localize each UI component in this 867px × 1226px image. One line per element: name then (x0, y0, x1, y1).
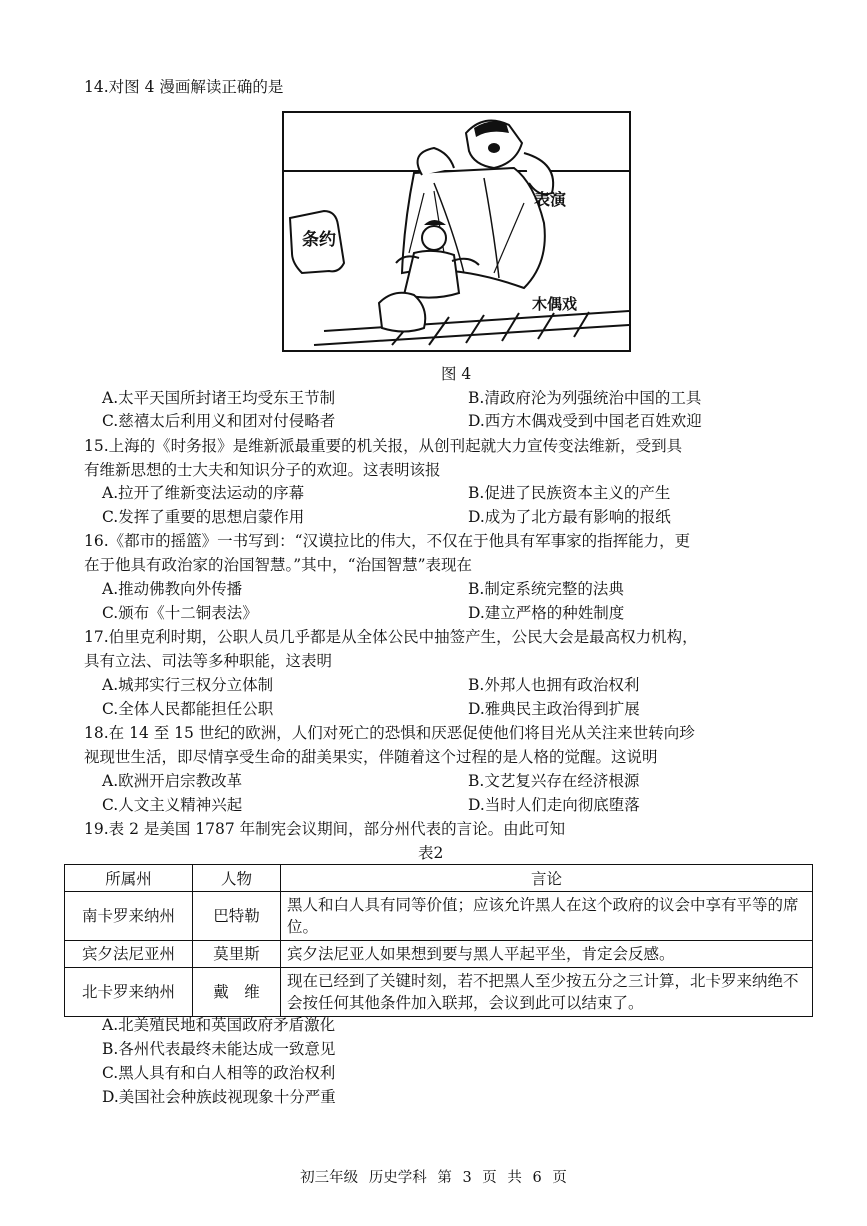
table-cell-person: 莫里斯 (193, 941, 281, 968)
table-cell-person: 巴特勒 (193, 892, 281, 941)
table-cell-state: 宾夕法尼亚州 (65, 941, 193, 968)
q17-option-a: A.城邦实行三权分立体制 (102, 676, 274, 694)
table-2-caption: 表2 (418, 844, 444, 862)
q16-option-b: B.制定系统完整的法典 (468, 580, 624, 598)
q16-stem-line-2: 在于他具有政治家的治国智慧。”其中，“治国智慧”表现在 (84, 556, 473, 574)
table-header-person: 人物 (193, 865, 281, 892)
q16-option-d: D.建立严格的种姓制度 (468, 604, 625, 622)
q16-option-a: A.推动佛教向外传播 (102, 580, 243, 598)
page-footer: 初三年级 历史学科 第 3 页 共 6 页 (300, 1170, 567, 1186)
q14-option-a: A.太平天国所封诸王均受东王节制 (102, 389, 336, 407)
q18-option-c: C.人文主义精神兴起 (102, 796, 243, 814)
q19-option-c: C.黑人具有和白人相等的政治权利 (102, 1064, 336, 1082)
q17-option-c: C.全体人民都能担任公职 (102, 700, 274, 718)
q18-option-a: A.欧洲开启宗教改革 (102, 772, 243, 790)
q17-option-b: B.外邦人也拥有政治权利 (468, 676, 640, 694)
q14-option-c: C.慈禧太后利用义和团对付侵略者 (102, 412, 336, 430)
q16-option-c: C.颁布《十二铜表法》 (102, 604, 258, 622)
table-header-row (65, 865, 813, 892)
table-header-state: 所属州 (65, 865, 193, 892)
q16-stem-line-1: 16.《都市的摇篮》一书写到：“汉谟拉比的伟大，不仅在于他具有军事家的指挥能力，更 (84, 532, 691, 550)
table-cell-speech: 黑人和白人具有同等价值；应该允许黑人在这个政府的议会中享有平等的席位。 (281, 892, 813, 941)
q17-stem-line-1: 17.伯里克利时期，公职人员几乎都是从全体公民中抽签产生，公民大会是最高权力机构， (84, 628, 698, 646)
table-cell-person: 戴 维 (193, 968, 281, 1017)
q19-option-d: D.美国社会种族歧视现象十分严重 (102, 1088, 336, 1106)
q18-option-b: B.文艺复兴存在经济根源 (468, 772, 640, 790)
figure-4-caption: 图 4 (441, 365, 472, 383)
table-cell-state: 南卡罗来纳州 (65, 892, 193, 941)
table-cell-state: 北卡罗来纳州 (65, 968, 193, 1017)
q15-stem-line-2: 有维新思想的士大夫和知识分子的欢迎。这表明该报 (84, 461, 441, 479)
q14-option-b: B.清政府沦为列强统治中国的工具 (468, 389, 702, 407)
q19-option-a: A.北美殖民地和英国政府矛盾激化 (102, 1016, 336, 1034)
table-row (65, 892, 813, 941)
q19-option-b: B.各州代表最终未能达成一致意见 (102, 1040, 336, 1058)
q17-option-d: D.雅典民主政治得到扩展 (468, 700, 640, 718)
q15-option-b: B.促进了民族资本主义的产生 (468, 484, 671, 502)
cartoon-label-puppet: 木偶戏 (532, 295, 578, 313)
cartoon-label-perform: 表演 (534, 190, 567, 209)
table-row (65, 941, 813, 968)
q15-option-d: D.成为了北方最有影响的报纸 (468, 508, 671, 526)
table-row (65, 968, 813, 1017)
q15-option-c: C.发挥了重要的思想启蒙作用 (102, 508, 305, 526)
q14-option-d: D.西方木偶戏受到中国老百姓欢迎 (468, 412, 702, 430)
q18-stem-line-2: 视现世生活，即尽情享受生命的甜美果实，伴随着这个过程的是人格的觉醒。这说明 (84, 748, 658, 766)
q18-stem-line-1: 18.在 14 至 15 世纪的欧洲，人们对死亡的恐惧和厌恶促使他们将目光从关注来世转向珍 (84, 724, 695, 742)
table-header-speech: 言论 (281, 865, 813, 892)
q15-stem-line-1: 15.上海的《时务报》是维新派最重要的机关报，从创刊起就大力宣传变法维新，受到具 (84, 437, 683, 455)
cartoon-label-treaty-1: 条约 (302, 230, 336, 250)
table-cell-speech: 现在已经到了关键时刻，若不把黑人至少按五分之三计算，北卡罗来纳绝不会按任何其他条件加入联邦，会议到此可以结束了。 (281, 968, 813, 1017)
cartoon-illustration (284, 113, 629, 350)
table-cell-speech: 宾夕法尼亚人如果想到要与黑人平起平坐，肯定会反感。 (281, 941, 813, 968)
q19-stem: 19.表 2 是美国 1787 年制宪会议期间，部分州代表的言论。由此可知 (84, 820, 566, 838)
cartoon-figure-4 (282, 111, 631, 352)
q18-option-d: D.当时人们走向彻底堕落 (468, 796, 640, 814)
q17-stem-line-2: 具有立法、司法等多种职能，这表明 (84, 652, 333, 670)
q15-option-a: A.拉开了维新变法运动的序幕 (102, 484, 305, 502)
table-2 (64, 864, 813, 1017)
q14-stem: 14.对图 4 漫画解读正确的是 (84, 78, 284, 96)
